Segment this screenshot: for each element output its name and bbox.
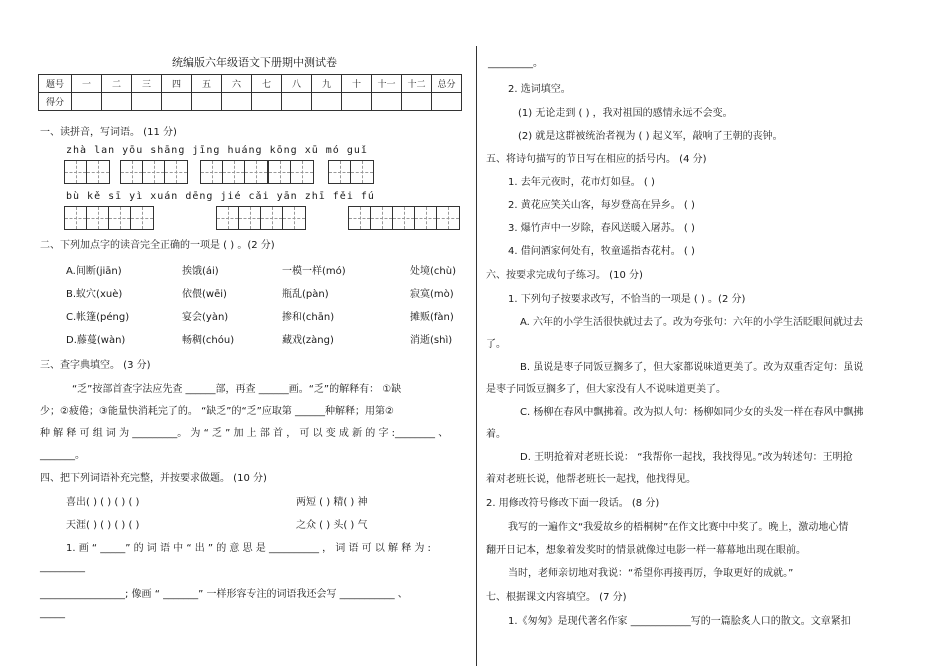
score-input-cell[interactable]	[432, 93, 462, 111]
writing-box-3[interactable]	[200, 160, 268, 184]
score-table-cell: 五	[192, 75, 222, 93]
score-table-cell: 题号	[39, 75, 72, 93]
q2-option: D.藤蔓(wàn)	[66, 335, 126, 346]
q4-sub-question: 1. 画 “ _____” 的 词 语 中 “ 出 ” 的 意 思 是 __________ ， 词 语 可 以 解 释 为 :	[66, 543, 431, 554]
score-row-label: 得分	[39, 93, 72, 111]
q6-option: D. 王明抢着对老班长说： “我帮你一起找，我找得见。”改为转述句：王明抢	[520, 452, 853, 463]
revision-paragraph: 当时，老师亲切地对我说：“希望你再接再厉，争取更好的成就。”	[508, 568, 794, 579]
score-input-cell[interactable]	[402, 93, 432, 111]
q3-text-line: 种 解 释 可 组 词 为 _________。 为 “ 乏 ” 加 上 部 首 ， 可 以 变 成 新 的 字 :________ 、	[40, 428, 449, 439]
score-table-cell: 一	[72, 75, 102, 93]
q4-heading: 四、把下列词语补充完整，并按要求做题。 (10 分)	[40, 473, 267, 484]
score-table-cell: 七	[252, 75, 282, 93]
q3-heading: 三、查字典填空。 (3 分)	[40, 360, 151, 371]
score-input-cell[interactable]	[312, 93, 342, 111]
q3-text-line: “乏”按部首查字法应先查 ______部，再查 ______画。“乏”的解释有： ①缺	[72, 384, 402, 395]
q2-option: 藏戏(zàng)	[282, 335, 334, 346]
score-table-cell: 六	[222, 75, 252, 93]
q1-heading: 一、读拼音，写词语。 (11 分)	[40, 127, 177, 138]
q2-option: 一模一样(mó)	[282, 266, 346, 277]
q4-idiom-row: 之众 ( ) 头( ) 气	[296, 520, 368, 531]
q5-item: 2. 黄花应笑关山客，每岁登高在异乡。 ( )	[508, 200, 695, 211]
score-table-cell: 总分	[432, 75, 462, 93]
revision-paragraph: 翻开日记本，想象着发奖时的情景就像过电影一样一幕幕地出现在眼前。	[486, 545, 806, 556]
score-input-cell[interactable]	[372, 93, 402, 111]
writing-box-2[interactable]	[120, 160, 188, 184]
q1-pinyin-row-2: bù kě sī yì xuán dēng jié cǎi yān zhī fěi fú	[66, 191, 375, 202]
q2-option: 宴会(yàn)	[182, 312, 229, 323]
r-q2-heading: 2. 选词填空。	[508, 84, 571, 95]
writing-box-5[interactable]	[328, 160, 374, 184]
writing-box-1[interactable]	[64, 160, 110, 184]
q6-option: 着。	[486, 429, 506, 440]
q6-option: C. 杨柳在春风中飘拂着。改为拟人句：杨柳如同少女的头发一样在春风中飘拂	[520, 407, 864, 418]
q6-option: 着对老班长说，他帮老班长一起找，他找得见。	[486, 474, 696, 485]
score-input-cell[interactable]	[192, 93, 222, 111]
page-title: 统编版六年级语文下册期中测试卷	[172, 56, 337, 69]
score-table-cell: 二	[102, 75, 132, 93]
revision-paragraph: 我写的一遍作文“我爱故乡的梧桐树”在作文比赛中中奖了。晚上，激动地心情	[508, 522, 849, 533]
q2-option: 消逝(shì)	[410, 335, 453, 346]
q2-heading: 二、下列加点字的读音完全正确的一项是 ( ) 。(2 分)	[40, 240, 275, 251]
q2-option: A.间断(jiān)	[66, 266, 122, 277]
q6-sub-question-2: 2. 用修改符号修改下面一段话。 (8 分)	[486, 498, 660, 509]
q6-option: B. 虽说是枣子同饭豆搁多了，但大家都说味道更美了。改为双重否定句：虽说	[520, 362, 864, 373]
q6-heading: 六、按要求完成句子练习。 (10 分)	[486, 270, 643, 281]
q5-heading: 五、将诗句描写的节日写在相应的括号内。 (4 分)	[486, 154, 707, 165]
score-input-cell[interactable]	[72, 93, 102, 111]
q3-text-line: 少；②疲倦；③能量快消耗完了的。 “缺乏”的“乏”应取第 ______种解释；用第②	[40, 406, 394, 417]
score-input-cell[interactable]	[132, 93, 162, 111]
score-table	[38, 74, 462, 111]
score-table-cell: 三	[132, 75, 162, 93]
q2-option: 依偎(wēi)	[182, 289, 227, 300]
q4-sub-question: _________________; 像画 “ _______” 一样形容专注的词语我还会写 ___________ 、	[40, 589, 408, 600]
q2-option: 挨饿(ái)	[182, 266, 219, 277]
score-input-cell[interactable]	[222, 93, 252, 111]
q2-option: 摊贩(fàn)	[410, 312, 454, 323]
score-table-cell: 十一	[372, 75, 402, 93]
score-input-cell[interactable]	[102, 93, 132, 111]
score-table-cell: 十	[342, 75, 372, 93]
r-q2-line: (2) 就是这群被统治者视为 ( ) 起义军，敲响了王朝的丧钟。	[518, 131, 783, 142]
r-q2-line: (1) 无论走到 ( ) ，我对祖国的感情永远不会变。	[518, 108, 733, 119]
q4-idiom-row: 喜出( ) ( ) ( ) ( )	[66, 497, 140, 508]
writing-box-8[interactable]	[348, 206, 460, 230]
q6-option: A. 六年的小学生活很快就过去了。改为夸张句：六年的小学生活眨眼间就过去	[520, 317, 864, 328]
q2-option: C.帐篷(péng)	[66, 312, 130, 323]
q6-option: 了。	[486, 339, 506, 350]
q2-option: 瓶乱(pàn)	[282, 289, 329, 300]
score-table-header-row	[39, 75, 462, 93]
q1-pinyin-row-1: zhà lan yōu shāng jīng huáng kōng xū mó guǐ	[66, 145, 368, 156]
score-input-cell[interactable]	[162, 93, 192, 111]
q2-option: B.蚁穴(xuè)	[66, 289, 123, 300]
q2-option: 处境(chù)	[410, 266, 456, 277]
q4-idiom-row: 两短 ( ) 精( ) 神	[296, 497, 368, 508]
q5-item: 3. 爆竹声中一岁除，春风送暖入屠苏。 ( )	[508, 223, 695, 234]
q3-text-line: _______。	[40, 450, 85, 461]
score-table-cell: 四	[162, 75, 192, 93]
score-input-cell[interactable]	[252, 93, 282, 111]
q7-sub-question: 1.《匆匆》是现代著名作家 ____________写的一篇脍炙人口的散文。文章紧扣	[508, 616, 851, 627]
q2-option: 畅稠(chóu)	[182, 335, 235, 346]
q4-sub-question: _____	[40, 608, 65, 619]
q6-sub-question: 1. 下列句子按要求改写，不恰当的一项是 ( ) 。(2 分)	[508, 294, 746, 305]
score-input-cell[interactable]	[282, 93, 312, 111]
q7-heading: 七、根据课文内容填空。 (7 分)	[486, 592, 627, 603]
q2-option: 掺和(chān)	[282, 312, 335, 323]
q5-item: 1. 去年元夜时，花市灯如昼。 ( )	[508, 177, 655, 188]
q4-sub-question: _________	[40, 562, 85, 573]
writing-box-6[interactable]	[64, 206, 154, 230]
writing-box-4[interactable]	[268, 160, 314, 184]
score-table-cell: 八	[282, 75, 312, 93]
q2-option: 寂寞(mò)	[410, 289, 454, 300]
score-table-score-row	[39, 93, 462, 111]
writing-box-7[interactable]	[216, 206, 306, 230]
q5-item: 4. 借问酒家何处有，牧童遥指杏花村。 ( )	[508, 246, 695, 257]
column-divider	[476, 46, 477, 666]
q4-idiom-row: 天涯( ) ( ) ( ) ( )	[66, 520, 140, 531]
right-top-blank: _________。	[488, 58, 543, 69]
q6-option: 是枣子同饭豆搁多了，但大家没有人不说味道更美了。	[486, 384, 726, 395]
score-table-cell: 九	[312, 75, 342, 93]
score-input-cell[interactable]	[342, 93, 372, 111]
score-table-cell: 十二	[402, 75, 432, 93]
